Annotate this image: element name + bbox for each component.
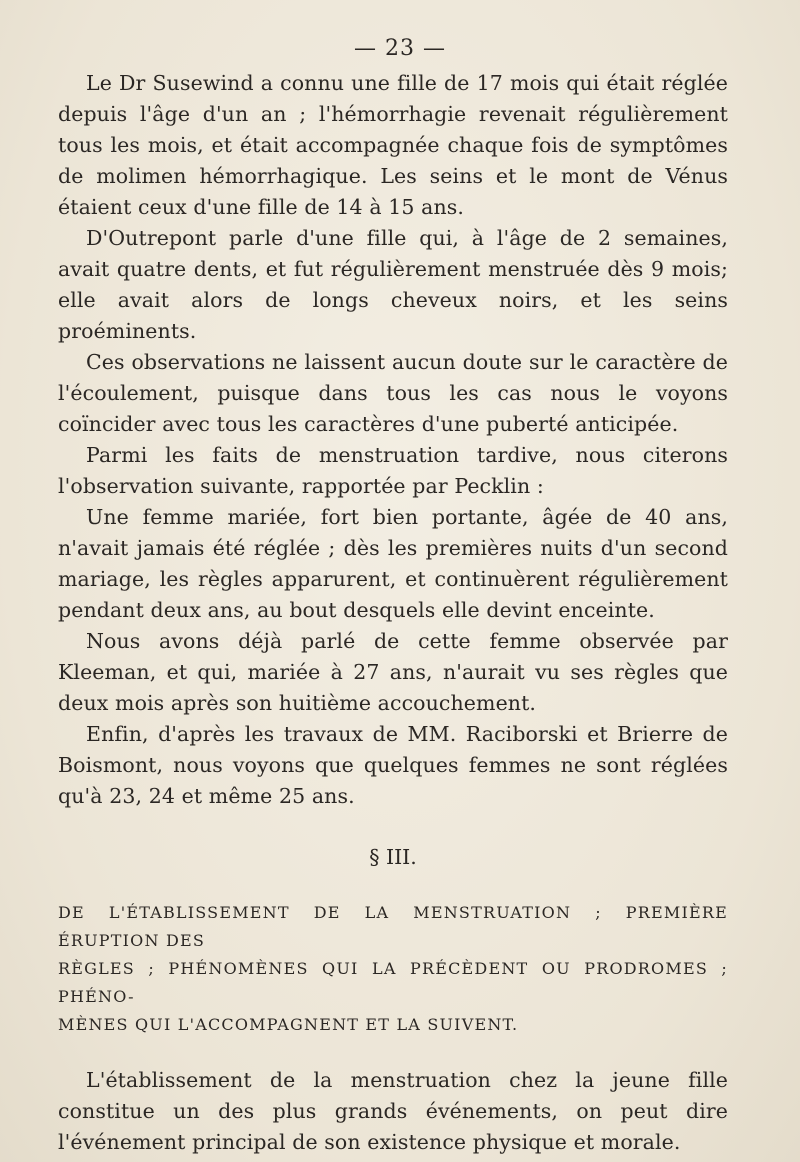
section-number: § III. bbox=[369, 845, 417, 869]
section-heading bbox=[58, 899, 728, 1039]
paragraph-raciborski: Enfin, d'après les travaux de MM. Raciborski et Brierre de Boismont, nous voyons que quelques femmes ne sont réglées qu'à 23, 24 et même 25 ans. bbox=[58, 722, 728, 808]
paragraph-femme-mariee: Une femme mariée, fort bien portante, âgée de 40 ans, n'avait jamais été réglée ; dès les premières nuits d'un second mariage, les règles apparurent, et continuèrent régulièrement pendant deux ans, au bout desquels elle devint enceinte. bbox=[58, 505, 728, 622]
page-body bbox=[58, 68, 728, 1158]
page-number: — 23 — bbox=[354, 36, 446, 61]
paragraph-outrepont: D'Outrepont parle d'une fille qui, à l'âge de 2 semaines, avait quatre dents, et fut régulièrement menstruée dès 9 mois; elle avait alors de longs cheveux noirs, et les seins proéminents. bbox=[58, 226, 728, 343]
paragraph-menstruation-tardive: Parmi les faits de menstruation tardive, nous citerons l'observation suivante, rapportée par Pecklin : bbox=[58, 443, 728, 498]
section-heading-line: MÈNES QUI L'ACCOMPAGNENT ET LA SUIVENT. bbox=[58, 1015, 519, 1034]
paragraph-etablissement: L'établissement de la menstruation chez la jeune fille constitue un des plus grands événements, on peut dire l'événement principal de son existence physique et morale. bbox=[58, 1068, 728, 1154]
paragraph-susewind: Le Dr Susewind a connu une fille de 17 mois qui était réglée depuis l'âge d'un an ; l'hémorrhagie revenait régulièrement tous les mois, et était accompagnée chaque fois de symptômes de molimen hémorrhagique. Les seins et le mont de Vénus étaient ceux d'une fille de 14 à 15 ans. bbox=[58, 71, 728, 219]
paragraph-kleeman: Nous avons déjà parlé de cette femme observée par Kleeman, et qui, mariée à 27 ans, n'aurait vu ses règles que deux mois après son huitième accouchement. bbox=[58, 629, 728, 715]
paragraph-observations: Ces observations ne laissent aucun doute sur le caractère de l'écoulement, puisque dans tous les cas nous le voyons coïncider avec tous les caractères d'une puberté anticipée. bbox=[58, 350, 728, 436]
section-heading-line: DE L'ÉTABLISSEMENT DE LA MENSTRUATION ; PREMIÈRE ÉRUPTION DES bbox=[58, 903, 728, 950]
section-heading-line: RÈGLES ; PHÉNOMÈNES QUI LA PRÉCÈDENT OU PRODROMES ; PHÉNO- bbox=[58, 959, 728, 1006]
